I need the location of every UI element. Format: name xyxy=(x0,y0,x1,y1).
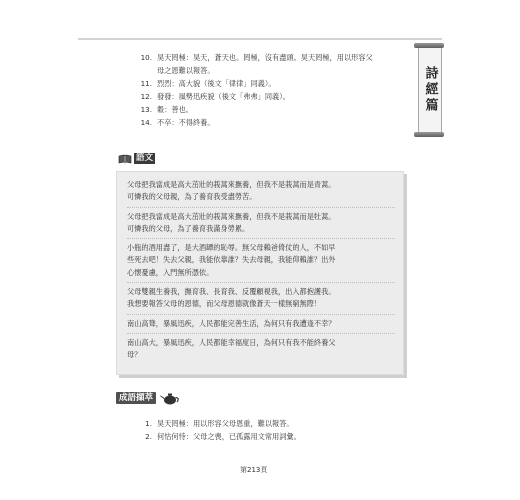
translation-paragraph xyxy=(127,242,395,279)
scroll-rod-bottom xyxy=(414,132,444,137)
paragraph-divider xyxy=(127,314,395,315)
note-number: 13. xyxy=(140,105,152,114)
paragraph-line: 我想要報答父母的恩德，而父母恩德就像蒼天一樣無窮無際！ xyxy=(127,299,322,309)
note-text-line: 發發：風勢迅疾貌（後文「弗弗」同義）。 xyxy=(157,92,290,101)
note-item xyxy=(134,116,424,129)
idiom-text: 昊天罔極：用以形容父母恩重，難以報答。 xyxy=(157,419,294,428)
idioms-heading xyxy=(116,391,181,405)
note-text-line: 母之恩難以報答。 xyxy=(157,66,215,75)
note-item xyxy=(134,77,424,90)
paragraph-divider xyxy=(127,333,395,334)
paragraph-line: 父母把我當成是高大茁壯的莪蒿來撫養，但我不是莪蒿而是青蒿。 xyxy=(127,180,336,189)
paragraph-line: 父母雙親生養我，撫育我、長育我、反覆顧視我，出入都抱護我。 xyxy=(127,287,336,297)
chapter-title: 詩經篇 xyxy=(422,66,438,114)
notes-list xyxy=(134,51,424,129)
translation-paragraph xyxy=(127,211,395,236)
paragraph-line: 小瓶的酒用盡了，是大酒罈的恥辱。無父母賴爸倚仗的人，不如早 xyxy=(127,243,336,253)
idiom-text: 何怙何恃：父母之喪，已孤露用文常用詞彙。 xyxy=(157,432,301,441)
paragraph-divider xyxy=(127,282,395,283)
paragraph-line: 父母把我當成是高大茁壯的莪蒿來撫養，但我不是莪蒿而是牡蒿。 xyxy=(127,211,336,221)
page-number: 第213頁 xyxy=(240,466,268,474)
paragraph-line: 可憐我的父母，為了養育我滿身勞累。 xyxy=(127,223,250,233)
book-icon xyxy=(118,154,132,164)
note-item xyxy=(134,51,424,77)
idiom-number: 2. xyxy=(145,432,152,441)
idiom-number: 1. xyxy=(145,419,152,428)
teapot-icon xyxy=(159,391,181,405)
idiom-item xyxy=(134,430,414,443)
paragraph-line: 些死去吧！失去父親，我能依靠誰？失去母親，我能仰賴誰？出外 xyxy=(127,255,336,265)
top-rule xyxy=(78,38,442,40)
note-text-line: 烈烈：高大貌（後文「律律」同義）。 xyxy=(157,79,276,88)
idioms-list xyxy=(134,417,414,443)
note-text-line: 穀：善也。 xyxy=(157,105,193,114)
note-number: 11. xyxy=(140,79,152,88)
scroll-paper xyxy=(418,48,442,132)
translation-heading xyxy=(118,153,155,164)
note-item xyxy=(134,103,424,116)
translation-label: 語文 xyxy=(136,153,154,163)
idiom-item xyxy=(134,417,414,430)
paragraph-divider xyxy=(127,238,395,239)
paragraph-line: 南山高大，暴風迅疾，人民都能幸福度日，為何只有我不能終養父 xyxy=(127,337,336,347)
translation-paragraph xyxy=(127,286,395,311)
note-number: 14. xyxy=(140,118,152,127)
translation-paragraph xyxy=(127,318,395,330)
chapter-scroll xyxy=(414,43,444,137)
note-number: 12. xyxy=(140,92,152,101)
paragraph-line: 可憐我的父母親，為了養育我受盡勞苦。 xyxy=(127,192,257,202)
paragraph-line: 南山高聳，暴風迅疾，人民都能完善生活，為何只有我遭逢不幸？ xyxy=(127,318,336,328)
paragraph-line: 心懷憂慮，入門無所憑依。 xyxy=(127,267,214,277)
translation-paragraph xyxy=(127,337,395,362)
note-number: 10. xyxy=(140,53,152,62)
translation-paragraph xyxy=(127,179,395,204)
note-text-line: 不卒：不得終養。 xyxy=(157,118,215,127)
paragraph-line: 母？ xyxy=(127,350,142,360)
note-text-line: 昊天罔極：昊天，蒼天也。罔極，沒有盡頭。昊天罔極，用以形容父 xyxy=(157,53,373,62)
translation-box xyxy=(116,171,404,375)
paragraph-divider xyxy=(127,207,395,208)
note-item xyxy=(134,90,424,103)
idioms-label: 成語擷萃 xyxy=(116,392,156,404)
